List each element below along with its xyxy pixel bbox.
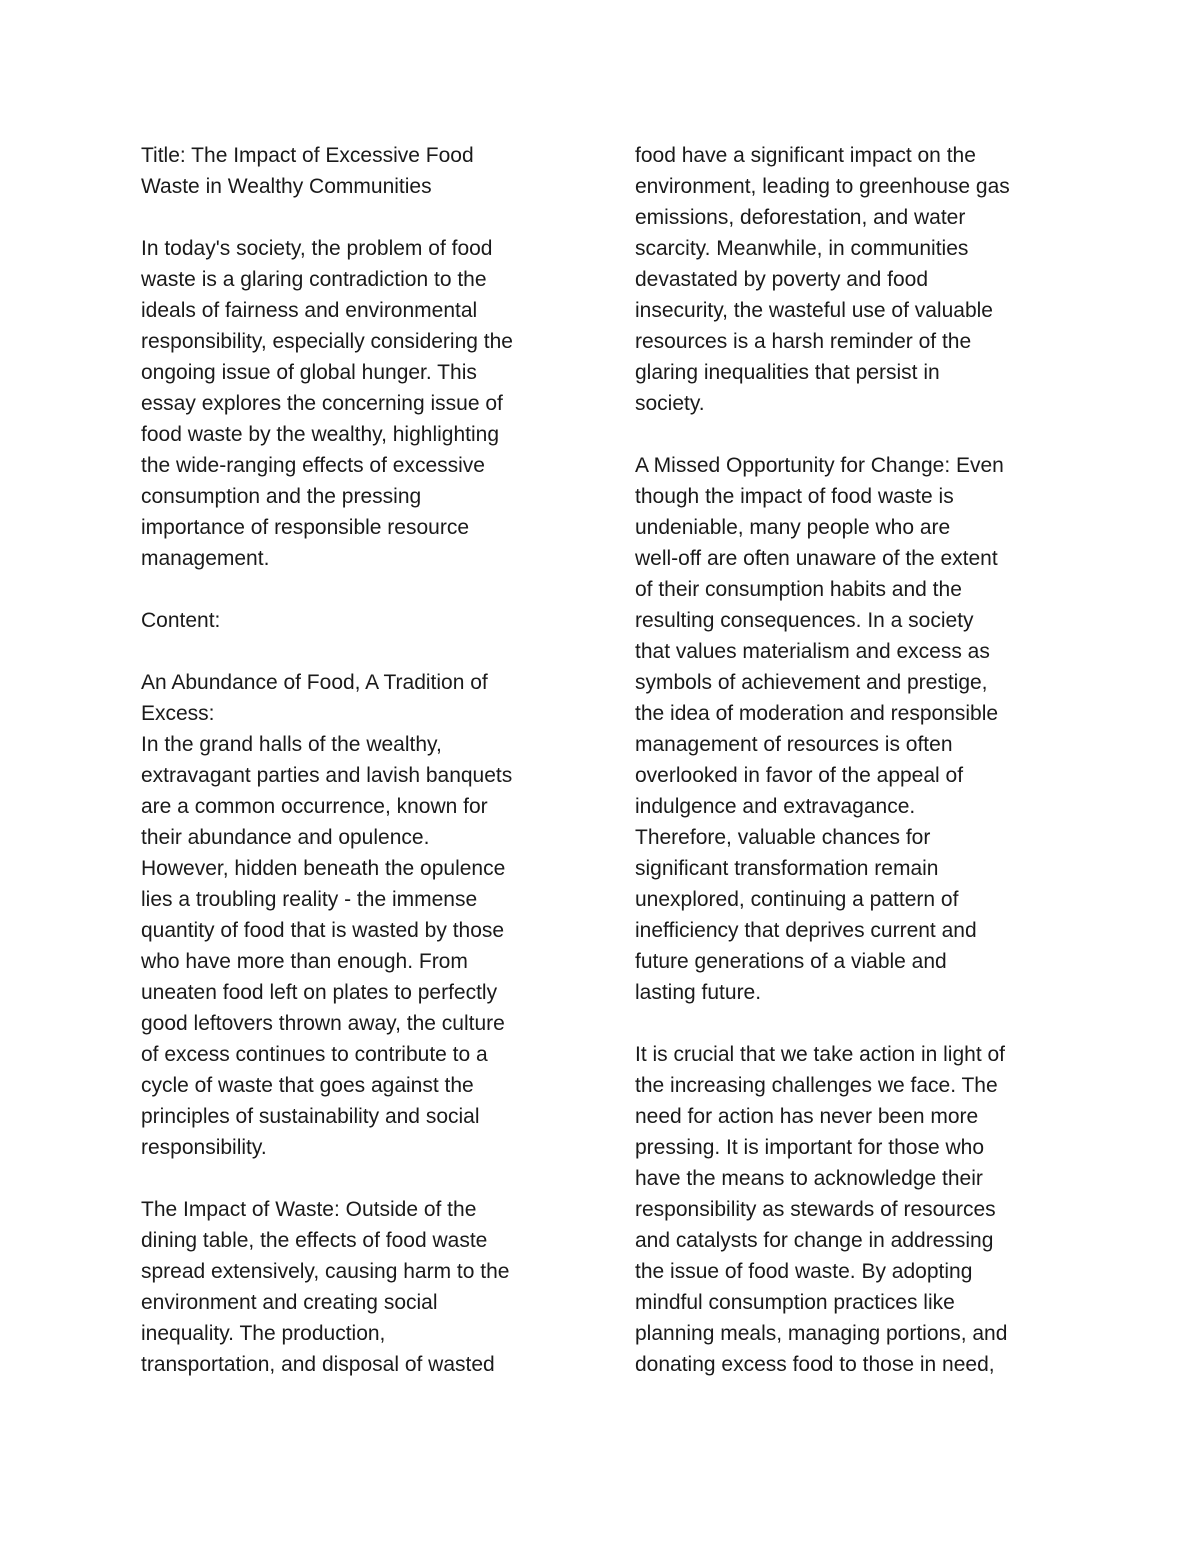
text-line: that values materialism and excess as [635, 640, 990, 663]
text-line: essay explores the concerning issue of [141, 392, 503, 415]
paragraph-gap [141, 574, 581, 605]
text-line: unexplored, continuing a pattern of [635, 888, 959, 911]
text-line: importance of responsible resource [141, 516, 470, 539]
text-line: indulgence and extravagance. [635, 795, 916, 818]
right-paragraph-3 [635, 1039, 1075, 1380]
text-line: environment, leading to greenhouse gas [635, 175, 1010, 198]
paragraph-gap [141, 202, 581, 233]
text-line: of excess continues to contribute to a [141, 1043, 488, 1066]
text-line: waste is a glaring contradiction to the [141, 268, 487, 291]
text-line: inequality. The production, [141, 1322, 386, 1345]
left-paragraph-3 [141, 605, 581, 636]
text-line: well-off are often unaware of the extent [635, 547, 998, 570]
text-line: need for action has never been more [635, 1105, 979, 1128]
paragraph-gap [635, 1008, 1075, 1039]
text-line: devastated by poverty and food [635, 268, 929, 291]
text-line: Title: The Impact of Excessive Food [141, 144, 474, 167]
text-line: quantity of food that is wasted by those [141, 919, 505, 942]
text-line: of their consumption habits and the [635, 578, 962, 601]
left-column [141, 140, 581, 1380]
text-line: planning meals, managing portions, and [635, 1322, 1008, 1345]
text-line: responsibility as stewards of resources [635, 1198, 996, 1221]
text-line: The Impact of Waste: Outside of the [141, 1198, 477, 1221]
right-paragraph-1 [635, 140, 1075, 419]
text-line: emissions, deforestation, and water [635, 206, 966, 229]
text-line: food waste by the wealthy, highlighting [141, 423, 500, 446]
text-line: transportation, and disposal of wasted [141, 1353, 495, 1376]
text-line: Content: [141, 609, 221, 632]
text-line: resulting consequences. In a society [635, 609, 974, 632]
text-line: lies a troubling reality - the immense [141, 888, 478, 911]
text-line: lasting future. [635, 981, 762, 1004]
text-line: donating excess food to those in need, [635, 1353, 995, 1376]
right-paragraph-2 [635, 450, 1075, 1008]
text-line: inefficiency that deprives current and [635, 919, 977, 942]
text-line: Excess: [141, 702, 215, 725]
text-line: responsibility. [141, 1136, 267, 1159]
text-line: the wide-ranging effects of excessive [141, 454, 485, 477]
text-line: glaring inequalities that persist in [635, 361, 940, 384]
text-line: are a common occurrence, known for [141, 795, 488, 818]
text-line: scarcity. Meanwhile, in communities [635, 237, 969, 260]
paragraph-gap [141, 636, 581, 667]
text-line: future generations of a viable and [635, 950, 947, 973]
text-line: and catalysts for change in addressing [635, 1229, 994, 1252]
text-line: the issue of food waste. By adopting [635, 1260, 973, 1283]
text-line: have the means to acknowledge their [635, 1167, 983, 1190]
text-line: However, hidden beneath the opulence [141, 857, 506, 880]
text-line: It is crucial that we take action in light of [635, 1043, 1006, 1066]
text-line: the idea of moderation and responsible [635, 702, 999, 725]
text-line: significant transformation remain [635, 857, 939, 880]
text-line: the increasing challenges we face. The [635, 1074, 998, 1097]
text-line: management of resources is often [635, 733, 953, 756]
text-line: good leftovers thrown away, the culture [141, 1012, 505, 1035]
text-line: undeniable, many people who are [635, 516, 951, 539]
text-line: principles of sustainability and social [141, 1105, 480, 1128]
text-line: overlooked in favor of the appeal of [635, 764, 964, 787]
text-line: management. [141, 547, 270, 570]
text-line: resources is a harsh reminder of the [635, 330, 972, 353]
text-line: A Missed Opportunity for Change: Even [635, 454, 1004, 477]
text-line: pressing. It is important for those who [635, 1136, 984, 1159]
text-line: mindful consumption practices like [635, 1291, 955, 1314]
text-line: society. [635, 392, 705, 415]
text-line: extravagant parties and lavish banquets [141, 764, 513, 787]
left-paragraph-1 [141, 140, 581, 202]
text-line: who have more than enough. From [141, 950, 468, 973]
text-line: insecurity, the wasteful use of valuable [635, 299, 993, 322]
text-line: dining table, the effects of food waste [141, 1229, 488, 1252]
text-line: responsibility, especially considering the [141, 330, 513, 353]
text-line: In today's society, the problem of food [141, 237, 493, 260]
left-paragraph-4 [141, 667, 581, 1163]
text-line: uneaten food left on plates to perfectly [141, 981, 498, 1004]
text-line: environment and creating social [141, 1291, 438, 1314]
text-line: their abundance and opulence. [141, 826, 430, 849]
text-line: consumption and the pressing [141, 485, 422, 508]
text-line: An Abundance of Food, A Tradition of [141, 671, 488, 694]
text-line: symbols of achievement and prestige, [635, 671, 988, 694]
paragraph-gap [141, 1163, 581, 1194]
text-line: In the grand halls of the wealthy, [141, 733, 442, 756]
text-line: food have a significant impact on the [635, 144, 976, 167]
left-paragraph-5 [141, 1194, 581, 1380]
text-line: cycle of waste that goes against the [141, 1074, 474, 1097]
text-line: Waste in Wealthy Communities [141, 175, 432, 198]
text-line: Therefore, valuable chances for [635, 826, 931, 849]
left-paragraph-2 [141, 233, 581, 574]
right-column [635, 140, 1075, 1380]
text-line: ideals of fairness and environmental [141, 299, 478, 322]
text-line: though the impact of food waste is [635, 485, 954, 508]
text-line: ongoing issue of global hunger. This [141, 361, 477, 384]
paragraph-gap [635, 419, 1075, 450]
text-line: spread extensively, causing harm to the [141, 1260, 510, 1283]
